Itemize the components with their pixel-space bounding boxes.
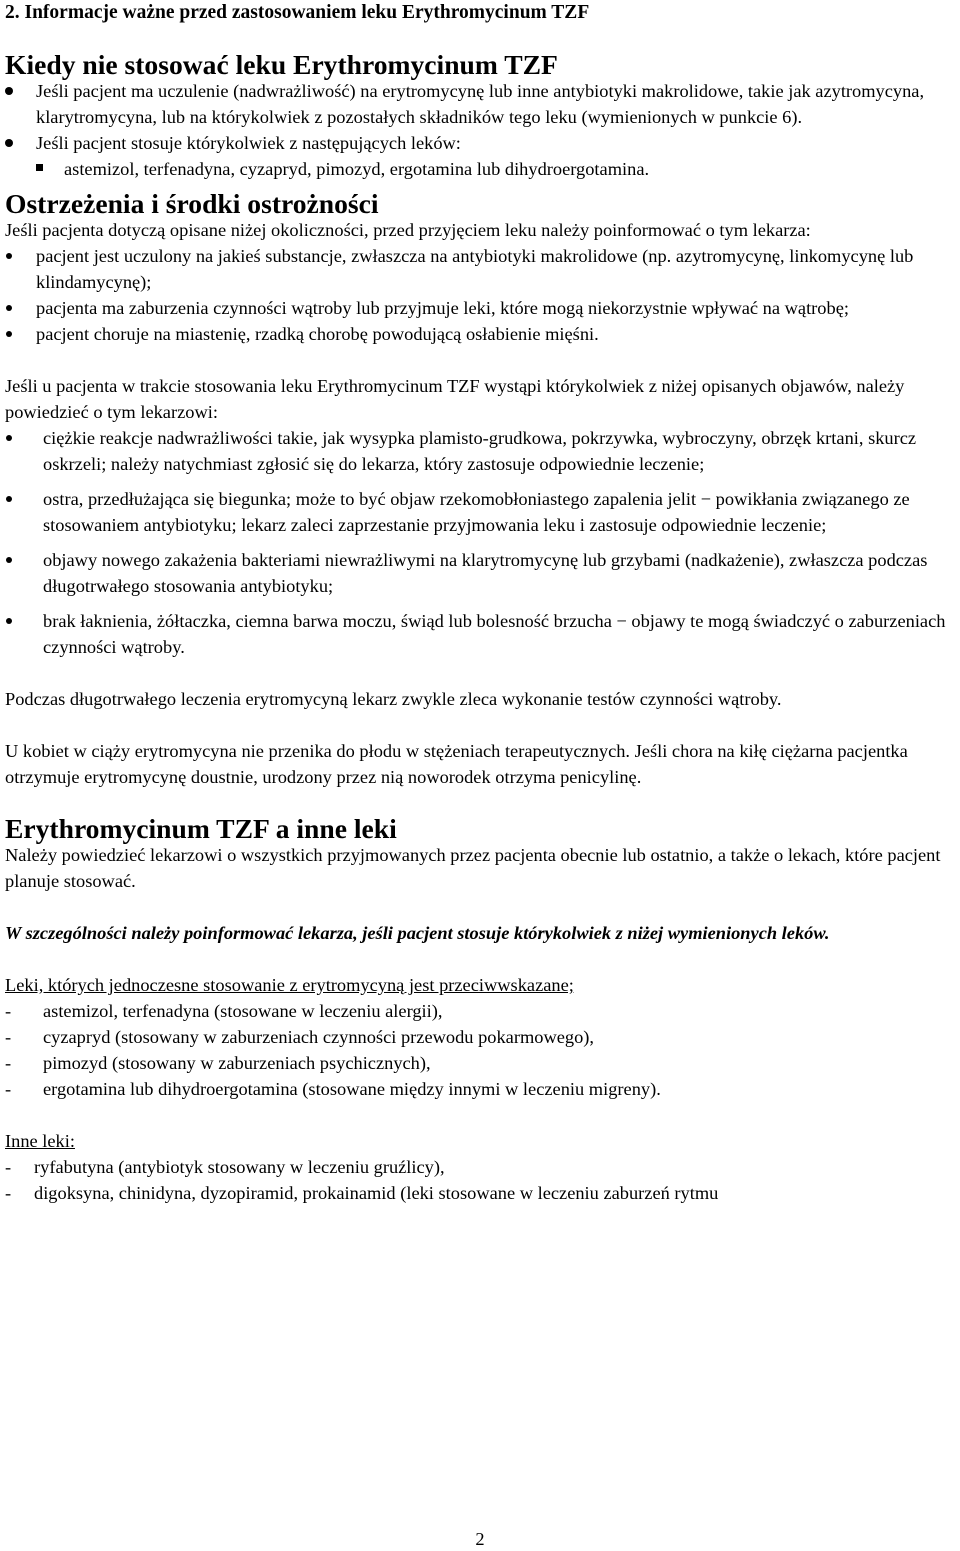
symptoms-list bbox=[5, 425, 956, 660]
bullet-icon bbox=[5, 87, 13, 95]
list-item: - digoksyna, chinidyna, dyzopiramid, prokainamid (leki stosowane w leczeniu zaburzeń rytmu bbox=[5, 1180, 956, 1206]
dash-marker: - bbox=[5, 1157, 12, 1177]
list-item: pacjenta ma zaburzenia czynności wątroby lub przyjmuje leki, które mogą niekorzystnie wpływać na wątrobę; bbox=[5, 295, 956, 321]
page-number: 2 bbox=[475, 1529, 485, 1549]
when-not-to-use-section bbox=[5, 49, 956, 182]
list-item: - ergotamina lub dihydroergotamina (stosowane między innymi w leczeniu migreny). bbox=[5, 1076, 956, 1102]
warnings-intro: Jeśli pacjenta dotyczą opisane niżej okoliczności, przed przyjęciem leku należy poinformować o tym lekarza: bbox=[5, 220, 811, 240]
list-item: - ryfabutyna (antybiotyk stosowany w leczeniu gruźlicy), bbox=[5, 1154, 956, 1180]
dash-marker: - bbox=[5, 1183, 12, 1203]
list-item: - cyzapryd (stosowany w zaburzeniach czynności przewodu pokarmowego), bbox=[5, 1024, 956, 1050]
bullet-icon bbox=[6, 557, 12, 563]
dash-marker: - bbox=[5, 1027, 12, 1047]
list-item: pacjent jest uczulony na jakieś substancje, zwłaszcza na antybiotyki makrolidowe (np. azytromycynę, linkomycynę lub klindamycynę); bbox=[5, 243, 956, 295]
bullet-icon bbox=[6, 253, 12, 259]
bullet-icon bbox=[6, 496, 12, 502]
square-bullet-icon bbox=[36, 164, 43, 171]
bullet-icon bbox=[6, 331, 12, 337]
contraindicated-heading: Leki, których jednoczesne stosowanie z erytromycyną jest przeciwwskazane; bbox=[5, 975, 574, 995]
warnings-list bbox=[5, 243, 956, 347]
list-item: pacjent choruje na miastenię, rzadką chorobę powodującą osłabienie mięśni. bbox=[5, 321, 956, 347]
long-term-note: Podczas długotrwałego leczenia erytromycyną lekarz zwykle zleca wykonanie testów czynności wątroby. bbox=[5, 689, 782, 709]
dash-marker: - bbox=[5, 1053, 12, 1073]
when-not-to-use-heading: Kiedy nie stosować leku Erythromycinum TZF bbox=[5, 49, 558, 80]
list-item: Jeśli pacjent stosuje którykolwiek z następujących leków: bbox=[5, 130, 956, 156]
bullet-icon bbox=[6, 305, 12, 311]
list-item: astemizol, terfenadyna, cyzapryd, pimozyd, ergotamina lub dihydroergotamina. bbox=[36, 156, 956, 182]
pregnancy-note: U kobiet w ciąży erytromycyna nie przenika do płodu w stężeniach terapeutycznych. Jeśli chora na kiłę ciężarna pacjentka otrzymuje erytromycynę doustnie, urodzony przez nią noworodek otrzyma penicylinę. bbox=[5, 741, 908, 787]
list-item: - astemizol, terfenadyna (stosowane w leczeniu alergii), bbox=[5, 998, 956, 1024]
warnings-heading: Ostrzeżenia i środki ostrożności bbox=[5, 188, 379, 219]
other-heading: Inne leki: bbox=[5, 1131, 75, 1151]
list-item: ostra, przedłużająca się biegunka; może to być objaw rzekomobłoniastego zapalenia jelit − powikłania związanego ze stosowaniem antybiotyku; lekarz zaleci zaprzestanie przyjmowania leku i zastosuje odpowiednie leczenie; bbox=[5, 486, 956, 538]
when-not-to-use-sublist bbox=[5, 156, 956, 182]
bullet-icon bbox=[6, 618, 12, 624]
bullet-icon bbox=[6, 435, 12, 441]
section-title: 2. Informacje ważne przed zastosowaniem leku Erythromycinum TZF bbox=[5, 2, 590, 23]
other-medicines-section bbox=[5, 813, 956, 1206]
contraindicated-list bbox=[5, 998, 956, 1102]
list-item: Jeśli pacjent ma uczulenie (nadwrażliwość) na erytromycynę lub inne antybiotyki makrolidowe, takie jak azytromycyna, klarytromycyna, lub na którykolwiek z pozostałych składników tego leku (wymienionych w punkcie 6). bbox=[5, 78, 956, 130]
symptoms-intro: Jeśli u pacjenta w trakcie stosowania leku Erythromycinum TZF wystąpi którykolwiek z niżej opisanych objawów, należy powiedzieć o tym lekarzowi: bbox=[5, 376, 905, 422]
warnings-section bbox=[5, 188, 956, 790]
list-item: objawy nowego zakażenia bakteriami niewrażliwymi na klarytromycynę lub grzybami (nadkażenie), zwłaszcza podczas długotrwałego stosowania antybiotyku; bbox=[5, 547, 956, 599]
bullet-icon bbox=[5, 139, 13, 147]
dash-marker: - bbox=[5, 1001, 12, 1021]
list-item: ciężkie reakcje nadwrażliwości takie, jak wysypka plamisto-grudkowa, pokrzywka, wybroczyny, obrzęk krtani, skurcz oskrzeli; należy natychmiast zgłosić się do lekarza, który zastosuje odpowiednie leczenie; bbox=[5, 425, 956, 477]
list-item: - pimozyd (stosowany w zaburzeniach psychicznych), bbox=[5, 1050, 956, 1076]
emphasis-note: W szczególności należy poinformować lekarza, jeśli pacjent stosuje którykolwiek z niżej wymienionych leków. bbox=[5, 923, 830, 943]
other-list bbox=[5, 1154, 956, 1206]
other-medicines-intro: Należy powiedzieć lekarzowi o wszystkich przyjmowanych przez pacjenta obecnie lub ostatnio, a także o lekach, które pacjent planuje stosować. bbox=[5, 845, 941, 891]
dash-marker: - bbox=[5, 1079, 12, 1099]
when-not-to-use-list bbox=[5, 78, 956, 156]
other-medicines-heading: Erythromycinum TZF a inne leki bbox=[5, 813, 397, 844]
list-item: brak łaknienia, żółtaczka, ciemna barwa moczu, świąd lub bolesność brzucha − objawy te mogą świadczyć o zaburzeniach czynności wątroby. bbox=[5, 608, 956, 660]
